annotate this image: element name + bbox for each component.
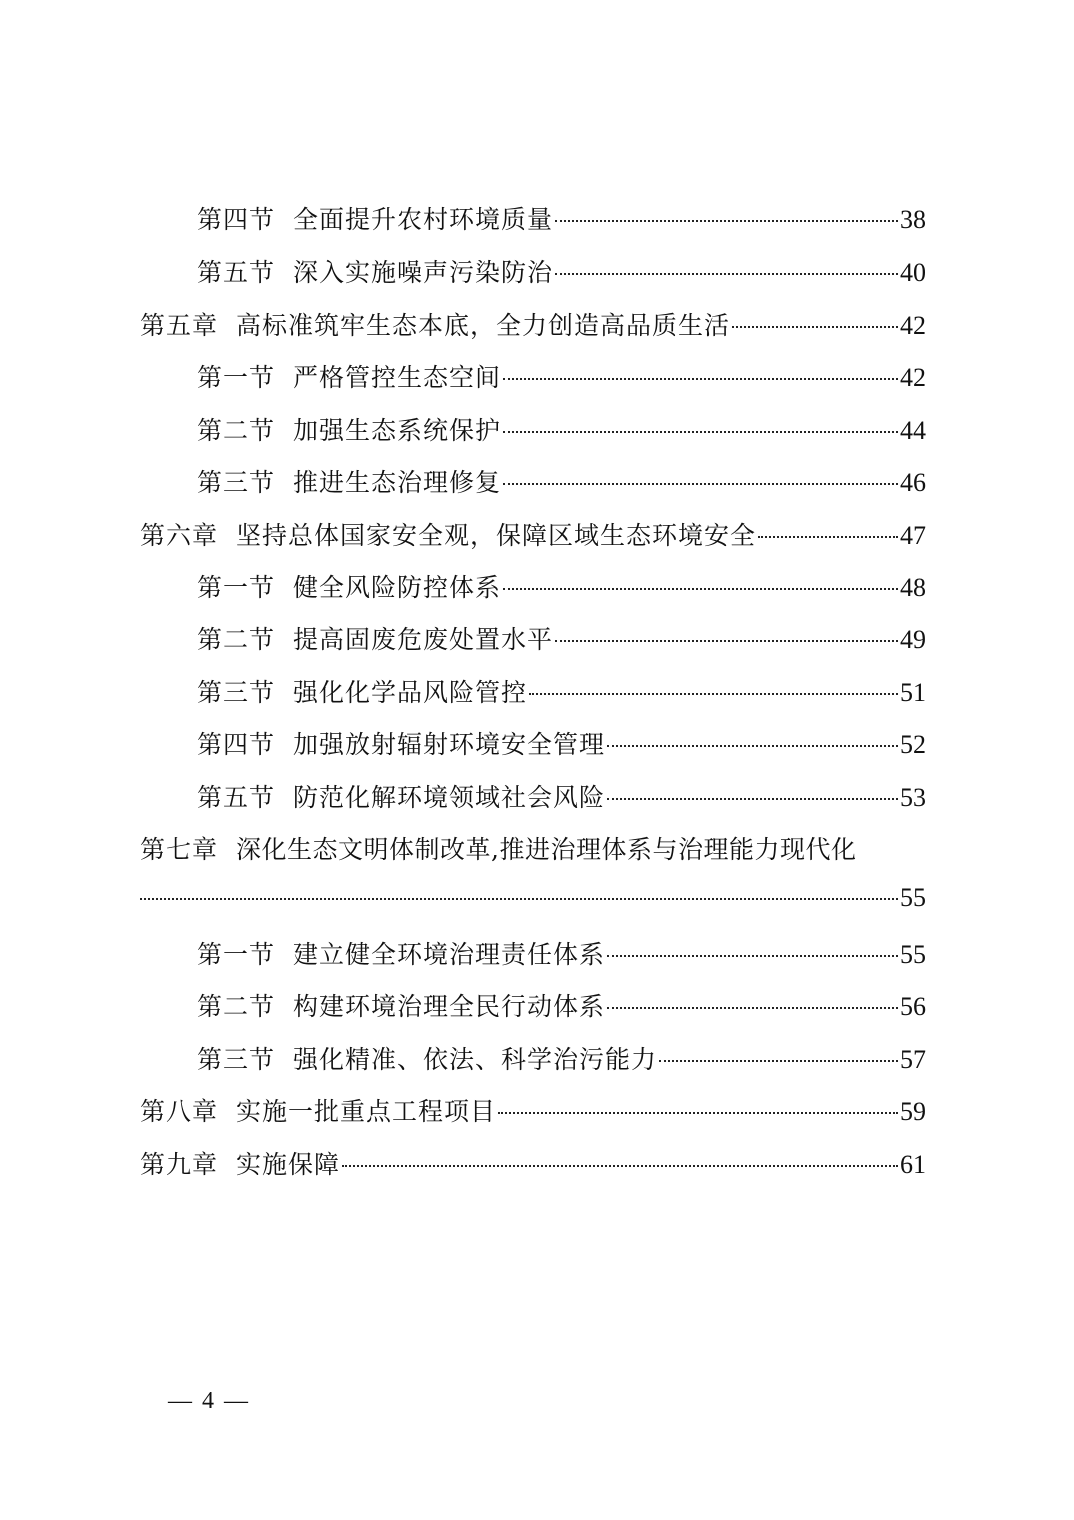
toc-entry-label (140, 1145, 340, 1181)
toc-entry-page: 52 (900, 730, 926, 759)
toc-entry-page: 55 (900, 883, 926, 912)
toc-entry-label (197, 411, 501, 447)
toc-entry-title: 构建环境治理全民行动体系 (293, 992, 606, 1021)
toc-entry-label (197, 253, 553, 289)
toc-entry[interactable] (197, 935, 926, 975)
toc-entry[interactable] (197, 358, 926, 398)
toc-leader-dots (529, 693, 898, 695)
toc-leader-dots (555, 220, 898, 222)
toc-entry[interactable] (140, 1145, 926, 1185)
toc-entry[interactable] (140, 1092, 926, 1132)
toc-entry-number: 第五节 (197, 783, 276, 812)
toc-leader-dots (607, 798, 898, 800)
toc-entry-label (197, 463, 501, 499)
toc-leader-dots (607, 745, 898, 747)
toc-entry-number: 第四节 (197, 730, 276, 759)
toc-leader-dots (758, 536, 898, 538)
toc-entry[interactable] (197, 725, 926, 765)
toc-entry[interactable] (140, 306, 926, 346)
toc-entry-page: 44 (900, 416, 926, 445)
toc-entry-label (140, 516, 756, 552)
toc-entry-title: 加强生态系统保护 (293, 416, 502, 445)
toc-leader-dots (732, 326, 898, 328)
toc-entry[interactable] (197, 673, 926, 713)
toc-entry-number: 第一节 (197, 573, 276, 602)
toc-entry-title: 强化化学品风险管控 (293, 678, 528, 707)
toc-entry-page: 47 (900, 521, 926, 550)
toc-entry-page: 53 (900, 783, 926, 812)
toc-entry-title: 防范化解环境领域社会风险 (293, 783, 606, 812)
toc-entry[interactable] (197, 200, 926, 240)
toc-entry-label (197, 778, 605, 814)
toc-entry-number: 第一节 (197, 940, 276, 969)
toc-entry-page: 42 (900, 363, 926, 392)
toc-leader-dots (503, 588, 898, 590)
toc-entry[interactable] (140, 830, 934, 870)
page-number-footer: — 4 — (168, 1388, 250, 1414)
toc-entry-number: 第五章 (140, 311, 219, 340)
toc-leader-dots (498, 1112, 898, 1114)
toc-entry-page: 42 (900, 311, 926, 340)
toc-entry-title: 提高固废危废处置水平 (293, 625, 554, 654)
toc-entry-label (197, 1040, 657, 1076)
toc-entry-number: 第九章 (140, 1150, 219, 1179)
toc-entry-label (197, 987, 605, 1023)
toc-entry[interactable] (197, 463, 926, 503)
toc-entry-title: 加强放射辐射环境安全管理 (293, 730, 606, 759)
toc-entry-number: 第五节 (197, 258, 276, 287)
toc-entry-number: 第二节 (197, 416, 276, 445)
toc-entry-page: 51 (900, 678, 926, 707)
toc-entry-label (197, 620, 553, 656)
toc-entry-page: 46 (900, 468, 926, 497)
toc-entry-title: 强化精准、依法、科学治污能力 (293, 1045, 658, 1074)
toc-entry-title: 严格管控生态空间 (293, 363, 502, 392)
toc-entry-number: 第七章 (140, 835, 219, 864)
toc-entry-page: 59 (900, 1097, 926, 1126)
toc-entry-continuation[interactable] (140, 883, 926, 923)
toc-leader-dots (659, 1060, 898, 1062)
toc-entry-title: 健全风险防控体系 (293, 573, 502, 602)
toc-entry-title: 推进生态治理修复 (293, 468, 502, 497)
toc-entry-title: 全面提升农村环境质量 (293, 205, 554, 234)
toc-entry-number: 第三节 (197, 678, 276, 707)
toc-leader-dots (140, 898, 898, 900)
toc-entry[interactable] (197, 987, 926, 1027)
toc-entry[interactable] (197, 1040, 926, 1080)
toc-entry-title: 深入实施噪声污染防治 (293, 258, 554, 287)
toc-entry-title: 深化生态文明体制改革,推进治理体系与治理能力现代化 (236, 835, 857, 864)
toc-entry-page: 48 (900, 573, 926, 602)
toc-leader-dots (503, 378, 898, 380)
toc-entry-title: 坚持总体国家安全观，保障区域生态环境安全 (236, 521, 757, 550)
toc-entry-label (140, 1092, 496, 1128)
toc-entry-title: 建立健全环境治理责任体系 (293, 940, 606, 969)
toc-entry-label (197, 935, 605, 971)
toc-entry-label (197, 725, 605, 761)
toc-entry-number: 第三节 (197, 1045, 276, 1074)
toc-entry-label (140, 306, 730, 342)
toc-entry-title: 实施一批重点工程项目 (236, 1097, 497, 1126)
toc-entry-label (197, 358, 501, 394)
toc-entry-page: 57 (900, 1045, 926, 1074)
toc-entry-number: 第六章 (140, 521, 219, 550)
toc-leader-dots (503, 483, 898, 485)
toc-entry[interactable] (197, 620, 926, 660)
toc-entry-number: 第二节 (197, 992, 276, 1021)
toc-entry-number: 第三节 (197, 468, 276, 497)
toc-entry-number: 第四节 (197, 205, 276, 234)
toc-entry-page: 56 (900, 992, 926, 1021)
toc-entry-title: 高标准筑牢生态本底，全力创造高品质生活 (236, 311, 731, 340)
toc-entry[interactable] (197, 568, 926, 608)
toc-entry-number: 第二节 (197, 625, 276, 654)
toc-entry-label (197, 568, 501, 604)
toc-leader-dots (607, 1007, 898, 1009)
toc-entry[interactable] (197, 411, 926, 451)
toc-entry-label (140, 830, 856, 866)
toc-entry-number: 第八章 (140, 1097, 219, 1126)
toc-entry-title: 实施保障 (236, 1150, 341, 1179)
toc-entry-page: 55 (900, 940, 926, 969)
toc-leader-dots (503, 431, 898, 433)
toc-entry-number: 第一节 (197, 363, 276, 392)
toc-leader-dots (607, 955, 898, 957)
toc-entry-page: 61 (900, 1150, 926, 1179)
toc-entry-page: 38 (900, 205, 926, 234)
toc-entry-label (197, 673, 527, 709)
toc-entry-page: 49 (900, 625, 926, 654)
toc-entry[interactable] (197, 253, 926, 293)
toc-entry[interactable] (140, 516, 926, 556)
toc-entry-page: 40 (900, 258, 926, 287)
toc-entry[interactable] (197, 778, 926, 818)
toc-leader-dots (555, 273, 898, 275)
toc-entry-label (197, 200, 553, 236)
toc-leader-dots (342, 1165, 898, 1167)
toc-leader-dots (555, 640, 898, 642)
